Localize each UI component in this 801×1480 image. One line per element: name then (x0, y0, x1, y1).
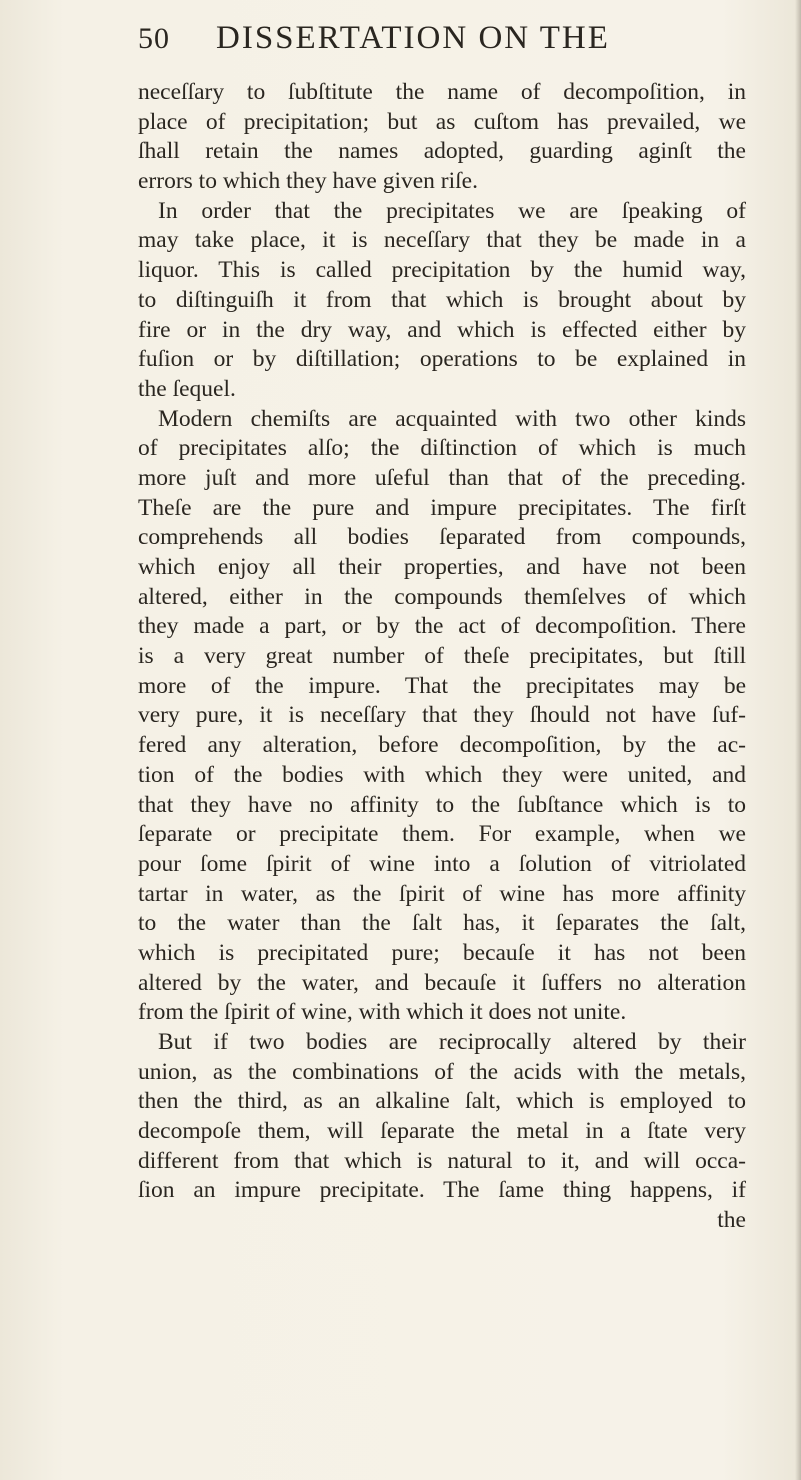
text-line: they made a part, or by the act of decompoſition. There (138, 613, 746, 640)
text-line: is a very great number of theſe precipitates, but ſtill (138, 643, 746, 670)
text-line: more of the impure. That the precipitates may be (138, 672, 746, 699)
text-line: the ſequel. (138, 375, 236, 402)
page-number: 50 (138, 22, 170, 55)
text-line: union, as the combinations of the acids with the metals, (138, 1058, 746, 1085)
text-line: may take place, it is neceſſary that they be made in a (138, 227, 746, 254)
text-line: But if two bodies are reciprocally altered by their (158, 1029, 746, 1055)
page-edge-shadow (795, 0, 801, 1480)
text-line: neceſſary to ſubſtitute the name of decompoſition, in (138, 79, 746, 105)
text-line: to diſtinguiſh it from that which is brought about by (138, 286, 746, 313)
text-line: to the water than the ſalt has, it ſeparates the ſalt, (138, 910, 746, 937)
text-line: ſhall retain the names adopted, guarding aginſt the (138, 138, 746, 165)
text-line: of precipitates alſo; the diſtinction of which is much (138, 435, 746, 462)
text-line: In order that the precipitates we are ſpeaking of (158, 197, 746, 224)
text-line: the (717, 1207, 746, 1234)
text-line: very pure, it is neceſſary that they ſhould not have ſuf- (138, 702, 746, 729)
text-line: tion of the bodies with which they were united, and (138, 761, 746, 788)
page-header (138, 20, 738, 64)
text-line: ſeparate or precipitate them. For example, when we (138, 821, 746, 848)
text-line: Modern chemiſts are acquainted with two other kinds (158, 405, 746, 432)
text-line: Theſe are the pure and impure precipitates. The firſt (138, 494, 746, 521)
text-line: altered by the water, and becauſe it ſuffers no alteration (138, 969, 746, 996)
text-line: more juſt and more uſeful than that of the preceding. (138, 464, 746, 491)
text-line: which is precipitated pure; becauſe it has not been (138, 939, 746, 966)
text-line: from the ſpirit of wine, with which it does not unite. (138, 999, 627, 1026)
text-line: which enjoy all their properties, and have not been (138, 554, 746, 580)
text-line: tartar in water, as the ſpirit of wine has more affinity (138, 880, 746, 907)
text-line: that they have no affinity to the ſubſtance which is to (138, 791, 746, 818)
text-line: fuſion or by diſtillation; operations to be explained in (138, 346, 746, 373)
body-text (138, 78, 746, 1236)
text-line: decompoſe them, will ſeparate the metal in a ſtate very (138, 1118, 746, 1145)
text-line: fered any alteration, before decompoſition, by the ac- (138, 732, 746, 759)
text-line: liquor. This is called precipitation by the humid way, (138, 257, 746, 284)
text-line: different from that which is natural to it, and will occa- (138, 1147, 746, 1174)
text-line: comprehends all bodies ſeparated from compounds, (138, 524, 746, 551)
text-line: place of precipitation; but as cuſtom has prevailed, we (138, 108, 746, 135)
text-line: pour ſome ſpirit of wine into a ſolution of vitriolated (138, 850, 746, 877)
text-line: fire or in the dry way, and which is effected either by (138, 316, 746, 343)
text-line: altered, either in the compounds themſelves of which (138, 583, 746, 610)
running-head: DISSERTATION ON THE (216, 20, 610, 56)
text-line: errors to which they have given riſe. (138, 168, 478, 195)
text-line: ſion an impure precipitate. The ſame thing happens, if (138, 1177, 746, 1204)
text-line: then the third, as an alkaline ſalt, which is employed to (138, 1088, 746, 1115)
